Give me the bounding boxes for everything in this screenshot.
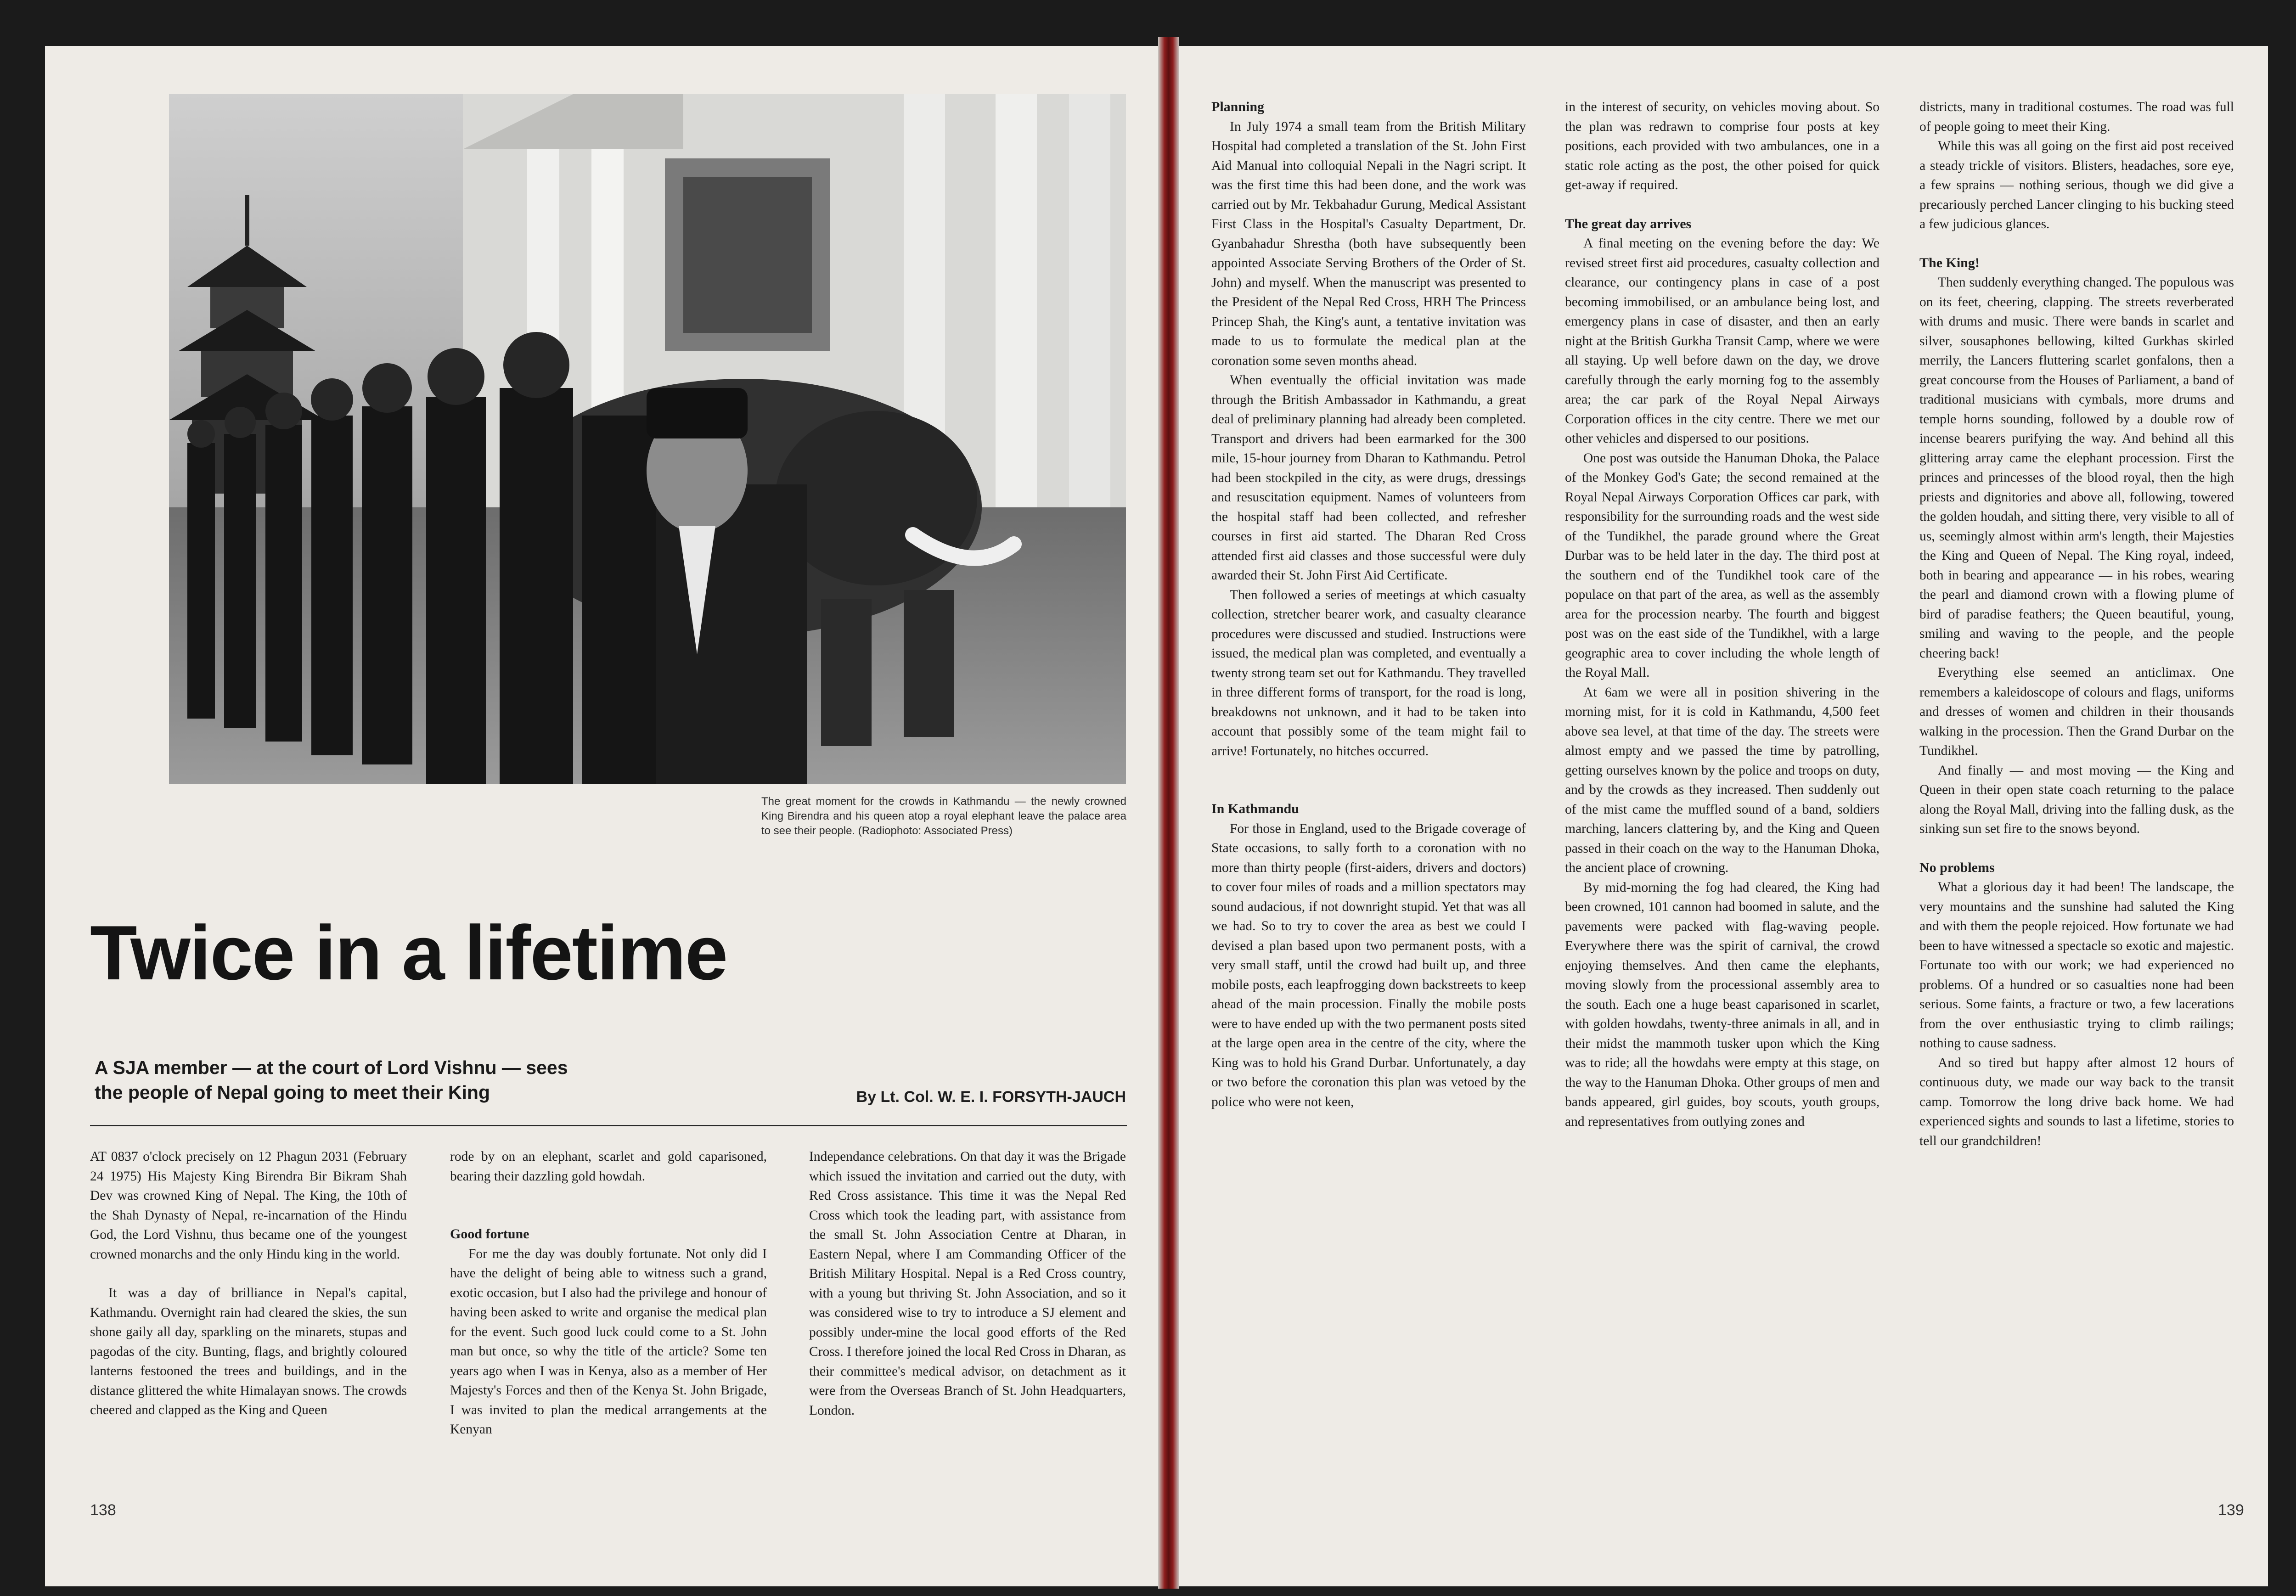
book-spine (1158, 37, 1179, 1589)
paragraph: And so tired but happy after almost 12 hours of continuous duty, we made our way back to the transit camp. Tomorrow the long drive back home. We had experienced sights and sounds to last a lifetime, stories to tell our grandchildren! (1919, 1055, 2234, 1148)
paragraph: Everything else seemed an anticlimax. One remembers a kaleidoscope of colours and flags, uniforms and dresses of women and children in their thousands walking in the procession. Then the Grand Durbar on the Tundikhel. (1919, 665, 2234, 758)
paragraph: When eventually the official invitation was made through the British Ambassador in Kathmandu, a great deal of preliminary planning had already been completed. Transport and drivers had been earmarked for the 300 mile, 15-hour journey from Dharan to Kathmandu. Petrol had been stockpiled in the city, as were drugs, dressings and resuscitation equipment. Names of volunteers from the hospital staff had been collected, and refresher courses in first aid started. The Dharan Red Cross attended first aid classes and those successful were duly awarded their St. John First Aid Certificate. (1211, 373, 1526, 583)
left-column-1 (90, 1147, 407, 1420)
paragraph: AT 0837 o'clock precisely on 12 Phagun 2031 (February 24 1975) His Majesty King Birendra Bir Bikram Shah Dev was crowned King of Nepal. The King, the 10th of the Shah Dynasty of Nepal, re-incarnation of the Hindu God, the Lord Vishnu, thus became one of the youngest crowned monarchs and the only Hindu king in the world. (90, 1149, 407, 1262)
section-heading: No problems (1919, 860, 1995, 875)
right-column-3 (1919, 97, 2234, 1151)
photo-caption: The great moment for the crowds in Kathmandu — the newly crowned King Birendra and his queen atop a royal elephant leave the palace area to see their people. (Radiophoto: Associated Press) (761, 795, 1126, 837)
standfirst-line-2: the people of Nepal going to meet their King (95, 1082, 490, 1103)
paragraph: It was a day of brilliance in Nepal's capital, Kathmandu. Overnight rain had cleared the skies, the sun shone gaily all day, sparkling on the minarets, stupas and pagodas of the city. Bunting, flags, and brightly coloured lanterns festooned the trees and buildings, and in the distance glittered the white Himalayan snows. The crowds cheered and clapped as the King and Queen (90, 1286, 407, 1417)
left-page (45, 46, 1158, 1586)
section-heading: The King! (1919, 255, 1980, 270)
page-number: 138 (90, 1501, 116, 1519)
divider-rule (90, 1125, 1127, 1126)
paragraph: For those in England, used to the Brigade coverage of State occasions, to sally forth to a coronation with no more than thirty people (first-aiders, drivers and doctors) to cover four miles of roads and a million spectators may sound audacious, if not downright stupid. Yet that was all we had. So to try to cover the area as best we could I devised a plan based upon two permanent posts, with a very small staff, until the crowd had built up, and three mobile posts, each leapfrogging down backstreets to keep ahead of the main procession. Finally the mobile posts were to have ended up with the two permanent posts sited at the large open area in the centre of the city, where the King was to hold his Grand Durbar. Unfortunately, a day or two before the coronation this plan was vetoed by the police who were not keen, (1211, 821, 1526, 1109)
paragraph: One post was outside the Hanuman Dhoka, the Palace of the Monkey God's Gate; the second remained at the Royal Nepal Airways Corporation Offices car park, with responsibility for the surrounding roads and the west side of the Tundikhel, the parade ground where the Great Durbar was to be held later in the day. The third post at the southern end of the Tundikhel took care of the populace on that part of the area, as well as the assembly area for the procession nearby. The fourth and biggest post was on the east side of the Tundikhel, with a large geographic area to cover including the whole length of the Royal Mall. (1565, 450, 1880, 680)
paragraph: Then suddenly everything changed. The populous was on its feet, cheering, clapping. The streets reverberated with drums and music. There were bands in scarlet and silver, sousaphones bellowing, kilted Gurkhas skirled merrily, the Lancers fluttering scarlet gonfalons, then a great concourse from the Houses of Parliament, a band of traditional musicians with cymbals, more drums and temple horns sounding, followed by a double row of incense bearers purifying the way. And behind all this glittering array came the elephant procession. First the princes and princesses of the blood royal, then the high priests and dignitories and above all, following, towered the golden houdah, and sitting there, very visible to all of us, seemingly almost within arm's length, their Majesties the King and Queen of Nepal. The King royal, indeed, both in bearing and appearance — in his robes, wearing the pearl and diamond crown with a flowing plume of bird of paradise feathers; the Queen beautiful, young, smiling and waving to the people, and the people cheering back! (1919, 275, 2234, 661)
section-heading: Planning (1211, 99, 1265, 114)
byline: By Lt. Col. W. E. I. FORSYTH-JAUCH (856, 1088, 1126, 1106)
paragraph: rode by on an elephant, scarlet and gold caparisoned, bearing their dazzling gold howdah. (450, 1149, 767, 1184)
left-column-2 (450, 1147, 767, 1439)
coronation-photo-illustration (169, 94, 1126, 784)
standfirst-line-1: A SJA member — at the court of Lord Vishnu — sees (95, 1057, 568, 1078)
paragraph: Then followed a series of meetings at which casualty collection, stretcher bearer work, and casualty clearance procedures were discussed and studied. Instructions were issued, the medical plan was completed, and eventually a twenty strong team set out for Kathmandu. They travelled in three different forms of transport, for the road is long, breakdowns not unknown, and it had to be taken into account that possibly some of the team might fail to arrive! Fortunately, no hitches occurred. (1211, 587, 1526, 759)
coronation-photo (169, 94, 1126, 784)
paragraph: At 6am we were all in position shivering in the morning mist, for it is cold in Kathmandu, 4,500 feet above sea level, at that time of the day. The streets were almost empty and we passed the time by patrolling, getting ourselves known by the police and troops on duty, and by the crowds as they increased. Then suddenly out of the mist came the muffled sound of a band, soldiers marching, lancers clattering by, and the King and Queen passed in their coach on the way to the Hanuman Dhoka, the ancient place of crowning. (1565, 685, 1880, 875)
paragraph: Independance celebrations. On that day it was the Brigade which issued the invitation and carried out the duty, with Red Cross assistance. This time it was the Nepal Red Cross which took the leading part, with assistance from the small St. John Association Centre at Dharan, in Eastern Nepal, where I am Commanding Officer of the British Military Hospital. Nepal is a Red Cross country, with a young but thriving St. John Association, and so it was considered wise to try to introduce a SJ element and possibly under-mine the local good efforts of the Red Cross. I therefore joined the local Red Cross in Dharan, as their committee's medical advisor, on detachment as it were from the Overseas Branch of St. John Headquarters, London. (809, 1149, 1126, 1418)
right-page (1179, 46, 2268, 1586)
paragraph: And finally — and most moving — the King and Queen in their open state coach returning to the palace along the Royal Mall, driving into the falling dusk, as the sinking sun set fire to the snows beyond. (1919, 763, 2234, 836)
paragraph: What a glorious day it had been! The landscape, the very mountains and the sunshine had saluted the King and with them the people rejoiced. How fortunate we had been to have witnessed a spectacle so exotic and majestic. Fortunate too with our work; we had experienced no problems. Of a hundred or so casualties none had been serious. Some faints, a fracture or two, a few lacerations from the over enthusiastic trying to climb railings; nothing to cause sadness. (1919, 880, 2234, 1051)
page-number: 139 (2218, 1501, 2244, 1519)
section-heading: Good fortune (450, 1226, 529, 1242)
paragraph: In July 1974 a small team from the British Military Hospital had completed a translation of the St. John First Aid Manual into colloquial Nepali in the Nagri script. It was the first time this had been done, and the work was carried out by Mr. Tekbahadur Gurung, Medical Assistant First Class in the Hospital's Casualty Department, Dr. Gyanbahadur Shrestha (both have subsequently been appointed Associate Serving Brothers of the Order of St. John) and myself. When the manuscript was presented to the President of the Nepal Red Cross, HRH The Princess Princep Shah, the King's aunt, a tentative invitation was made to us to formulate the medical plan at the coronation some seven months ahead. (1211, 119, 1526, 368)
paragraph: districts, many in traditional costumes. The road was full of people going to meet their King. (1919, 100, 2234, 134)
left-column-3 (809, 1147, 1126, 1420)
article-headline: Twice in a lifetime (90, 910, 727, 996)
standfirst (95, 1055, 760, 1105)
right-column-2 (1565, 97, 1880, 1131)
paragraph: A final meeting on the evening before the day: We revised street first aid procedures, casualty collection and clearance, our contingency plans in case of a post becoming immobilised, or an ambulance being lost, and emergency plans in case of disaster, and then an early night at the British Gurkha Transit Camp, where we were all staying. Up well before dawn on the day, we drove carefully through the early morning fog to the assembly area; the car park of the Royal Nepal Airways Corporation offices in the city centre. There we met our other vehicles and dispersed to our positions. (1565, 236, 1880, 446)
paragraph: By mid-morning the fog had cleared, the King had been crowned, 101 cannon had boomed in salute, and the pavements were packed with flag-waving people. Everywhere there was the spirit of carnival, the crowd enjoying themselves. And then came the elephants, moving slowly from the processional assembly area to the south. Each one a huge beast caparisoned in scarlet, with golden howdahs, twenty-three animals in all, and in their midst the mammoth tusker upon which the King was to ride; all the howdahs were empty at this stage, on the way to the Hanuman Dhoka. Other groups of men and bands appeared, girl guides, boy scouts, youth groups, and representatives from outlying zones and (1565, 880, 1880, 1129)
paragraph: For me the day was doubly fortunate. Not only did I have the delight of being able to witness such a grand, exotic occasion, but I also had the privilege and honour of having been asked to write and organise the medical plan for the event. Such good luck could come to a St. John man but once, so why the title of the article? Some ten years ago when I was in Kenya, also as a member of Her Majesty's Forces and then of the Kenya St. John Brigade, I was invited to plan the medical arrangements at the Kenyan (450, 1246, 767, 1437)
paragraph: While this was all going on the first aid post received a steady trickle of visitors. Blisters, headaches, sore eye, a few sprains — nothing serious, though we did give a precariously perched Lancer clinging to his bucking steed a few judicious glances. (1919, 139, 2234, 231)
section-heading: In Kathmandu (1211, 801, 1299, 816)
right-column-1 (1211, 97, 1526, 1112)
section-heading: The great day arrives (1565, 216, 1692, 231)
paragraph: in the interest of security, on vehicles moving about. So the plan was redrawn to comprise four posts at key positions, each provided with two ambulances, one in a static role acting as the post, the other poised for quick get-away if required. (1565, 100, 1880, 192)
